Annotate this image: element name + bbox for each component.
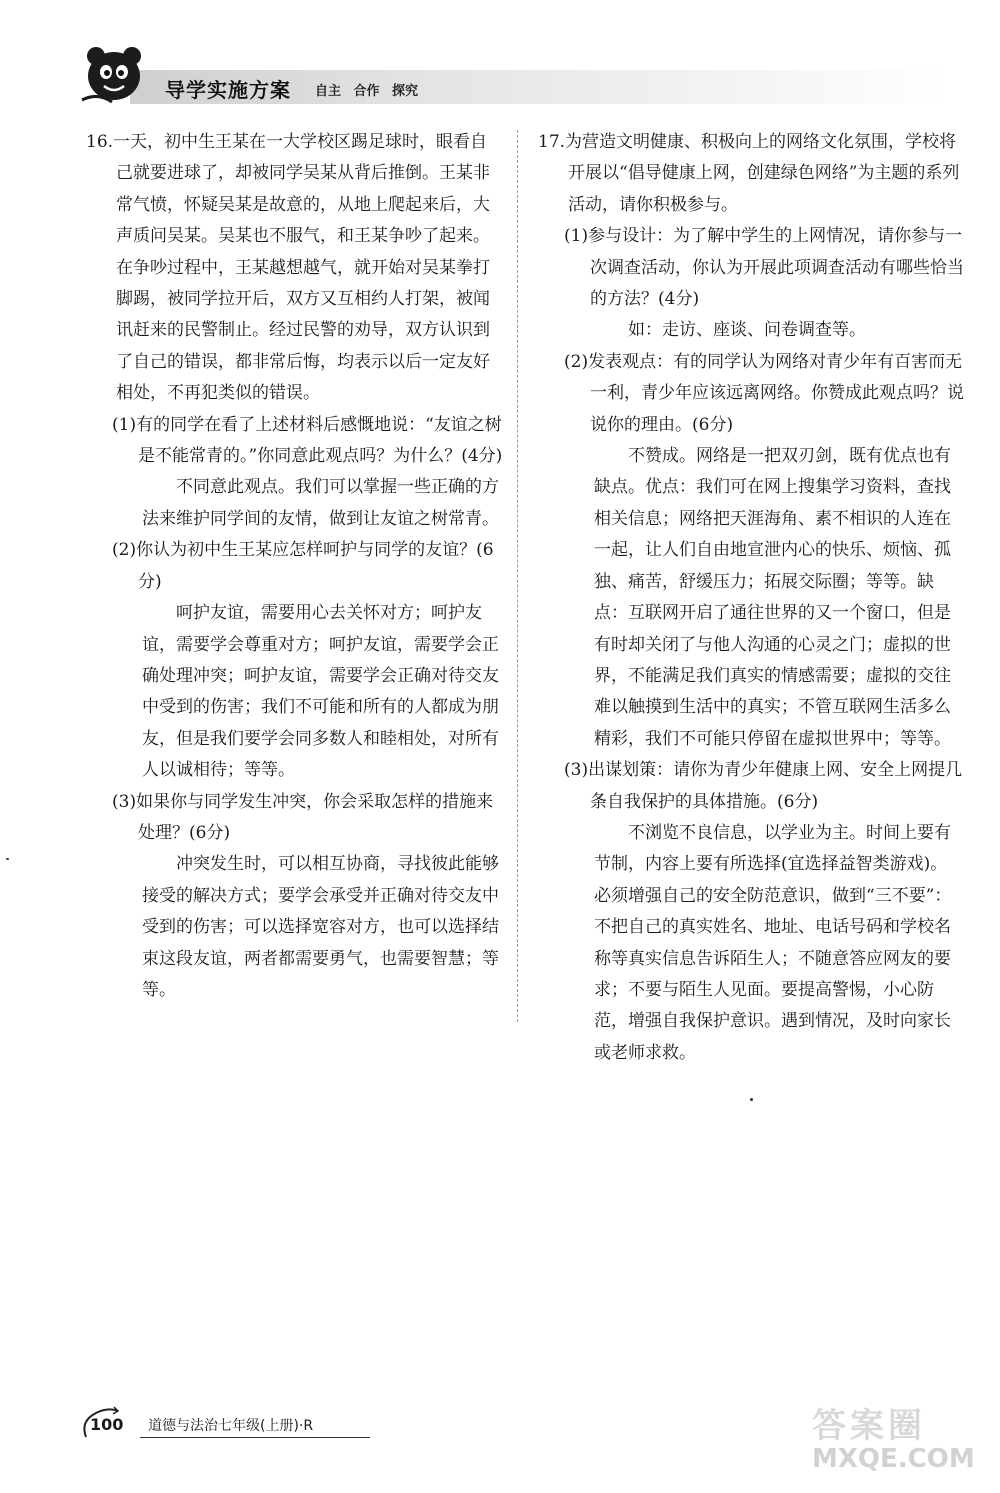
answer-17-part-2: 不赞成。网络是一把双刃剑，既有优点也有缺点。优点：我们可在网上搜集学习资料，查找相关信息；网络把天涯海角、素不相识的人连在一起，让人们自由地宣泄内心的快乐、烦恼、孤独、痛苦，舒缓压力；拓展交际圈；等等。缺点：互联网开启了通往世界的又一个窗口，但是有时却关闭了与他人沟通的心灵之门；虚拟的世界，不能满足我们真实的情感需要；虚拟的交往难以触摸到生活中的真实；不管互联网生活多么精彩，我们不可能只停留在虚拟世界中；等等。 bbox=[594, 446, 951, 749]
right-column bbox=[538, 127, 964, 1069]
answer-16-part-1: 不同意此观点。我们可以掌握一些正确的方法来维护同学间的友情，做到让友谊之树常青。 bbox=[142, 477, 499, 529]
page-footer bbox=[78, 1403, 378, 1443]
answer-16-part-3: 冲突发生时，可以相互协商，寻找彼此能够接受的解决方式；要学会承受并正确对待交友中受到的伤害；可以选择宽容对方，也可以选择结束这段友谊，两者都需要勇气，也需要智慧；等等。 bbox=[142, 854, 499, 1000]
question-16-stem: 16.一天，初中生王某在一大学校区踢足球时，眼看自己就要进球了，却被同学吴某从背后推倒。王某非常气愤，怀疑吴某是故意的，从地上爬起来后，大声质问吴某。吴某也不服气，和王某争吵了起来。在争吵过程中，王某越想越气，就开始对吴某拳打脚踢，被同学拉开后，双方又互相约人打架，被闻讯赶来的民警制止。经过民警的劝导，双方认识到了自己的错误，都非常后悔，均表示以后一定友好相处，不再犯类似的错误。 bbox=[86, 132, 490, 404]
question-16-part-3: (3)如果你与同学发生冲突，你会采取怎样的措施来处理？(6分) bbox=[112, 791, 494, 843]
column-divider bbox=[517, 130, 518, 1022]
question-17-part-3: (3)出谋划策：请你为青少年健康上网、安全上网提几条自我保护的具体措施。(6分) bbox=[564, 760, 963, 812]
question-17-stem: 17.为营造文明健康、积极向上的网络文化氛围，学校将开展以“倡导健康上网，创建绿色网络”为主题的系列活动，请你积极参与。 bbox=[538, 132, 960, 215]
page-header bbox=[60, 40, 950, 110]
question-17-part-2: (2)发表观点：有的同学认为网络对青少年有百害而无一利，青少年应该远离网络。你赞成此观点吗？说说你的理由。(6分) bbox=[564, 351, 964, 435]
mascot-icon bbox=[78, 42, 148, 106]
answer-17-part-3: 不浏览不良信息，以学业为主。时间上要有节制，内容上要有所选择(宜选择益智类游戏)。必须增强自己的安全防范意识，做到“三不要”：不把自己的真实姓名、地址、电话号码和学校名称等真实信息告诉陌生人；不随意答应网友的要求；不要与陌生人见面。要提高警惕，小心防范，增强自我保护意识。遇到情况，及时向家长或老师求救。 bbox=[594, 822, 952, 1063]
footer-rule bbox=[140, 1437, 370, 1438]
header-subtitle: 自主 合作 探究 bbox=[315, 84, 419, 99]
answer-17-part-1: 如：走访、座谈、问卷调查等。 bbox=[628, 320, 866, 341]
watermark-bottom-text: MXQE.COM bbox=[812, 1444, 975, 1474]
question-17-part-1: (1)参与设计：为了解中学生的上网情况，请你参与一次调查活动，你认为开展此项调查活动有哪些恰当的方法？(4分) bbox=[564, 226, 964, 310]
left-column bbox=[86, 127, 504, 1006]
scan-speck bbox=[750, 1098, 753, 1101]
watermark-top-text: 答案圈 bbox=[812, 1406, 926, 1446]
question-16-part-2: (2)你认为初中生王某应怎样呵护与同学的友谊？(6分) bbox=[112, 540, 494, 592]
header-title: 导学实施方案 bbox=[165, 78, 291, 102]
answer-16-part-2: 呵护友谊，需要用心去关怀对方；呵护友谊，需要学会尊重对方；呵护友谊，需要学会正确处理冲突；呵护友谊，需要学会正确对待交友中受到的伤害；我们不可能和所有的人都成为朋友，但是我们要学会同多数人和睦相处，对所有人以诚相待；等等。 bbox=[142, 603, 499, 781]
scan-speck bbox=[6, 858, 9, 860]
question-16-part-1: (1)有的同学在看了上述材料后感慨地说：“友谊之树是不能常青的。”你同意此观点吗？为什么？(4分) bbox=[112, 414, 503, 467]
page-number: 100 bbox=[90, 1415, 124, 1434]
watermark-logo bbox=[808, 1398, 988, 1483]
book-title: 道德与法治七年级(上册)·R bbox=[148, 1418, 314, 1434]
